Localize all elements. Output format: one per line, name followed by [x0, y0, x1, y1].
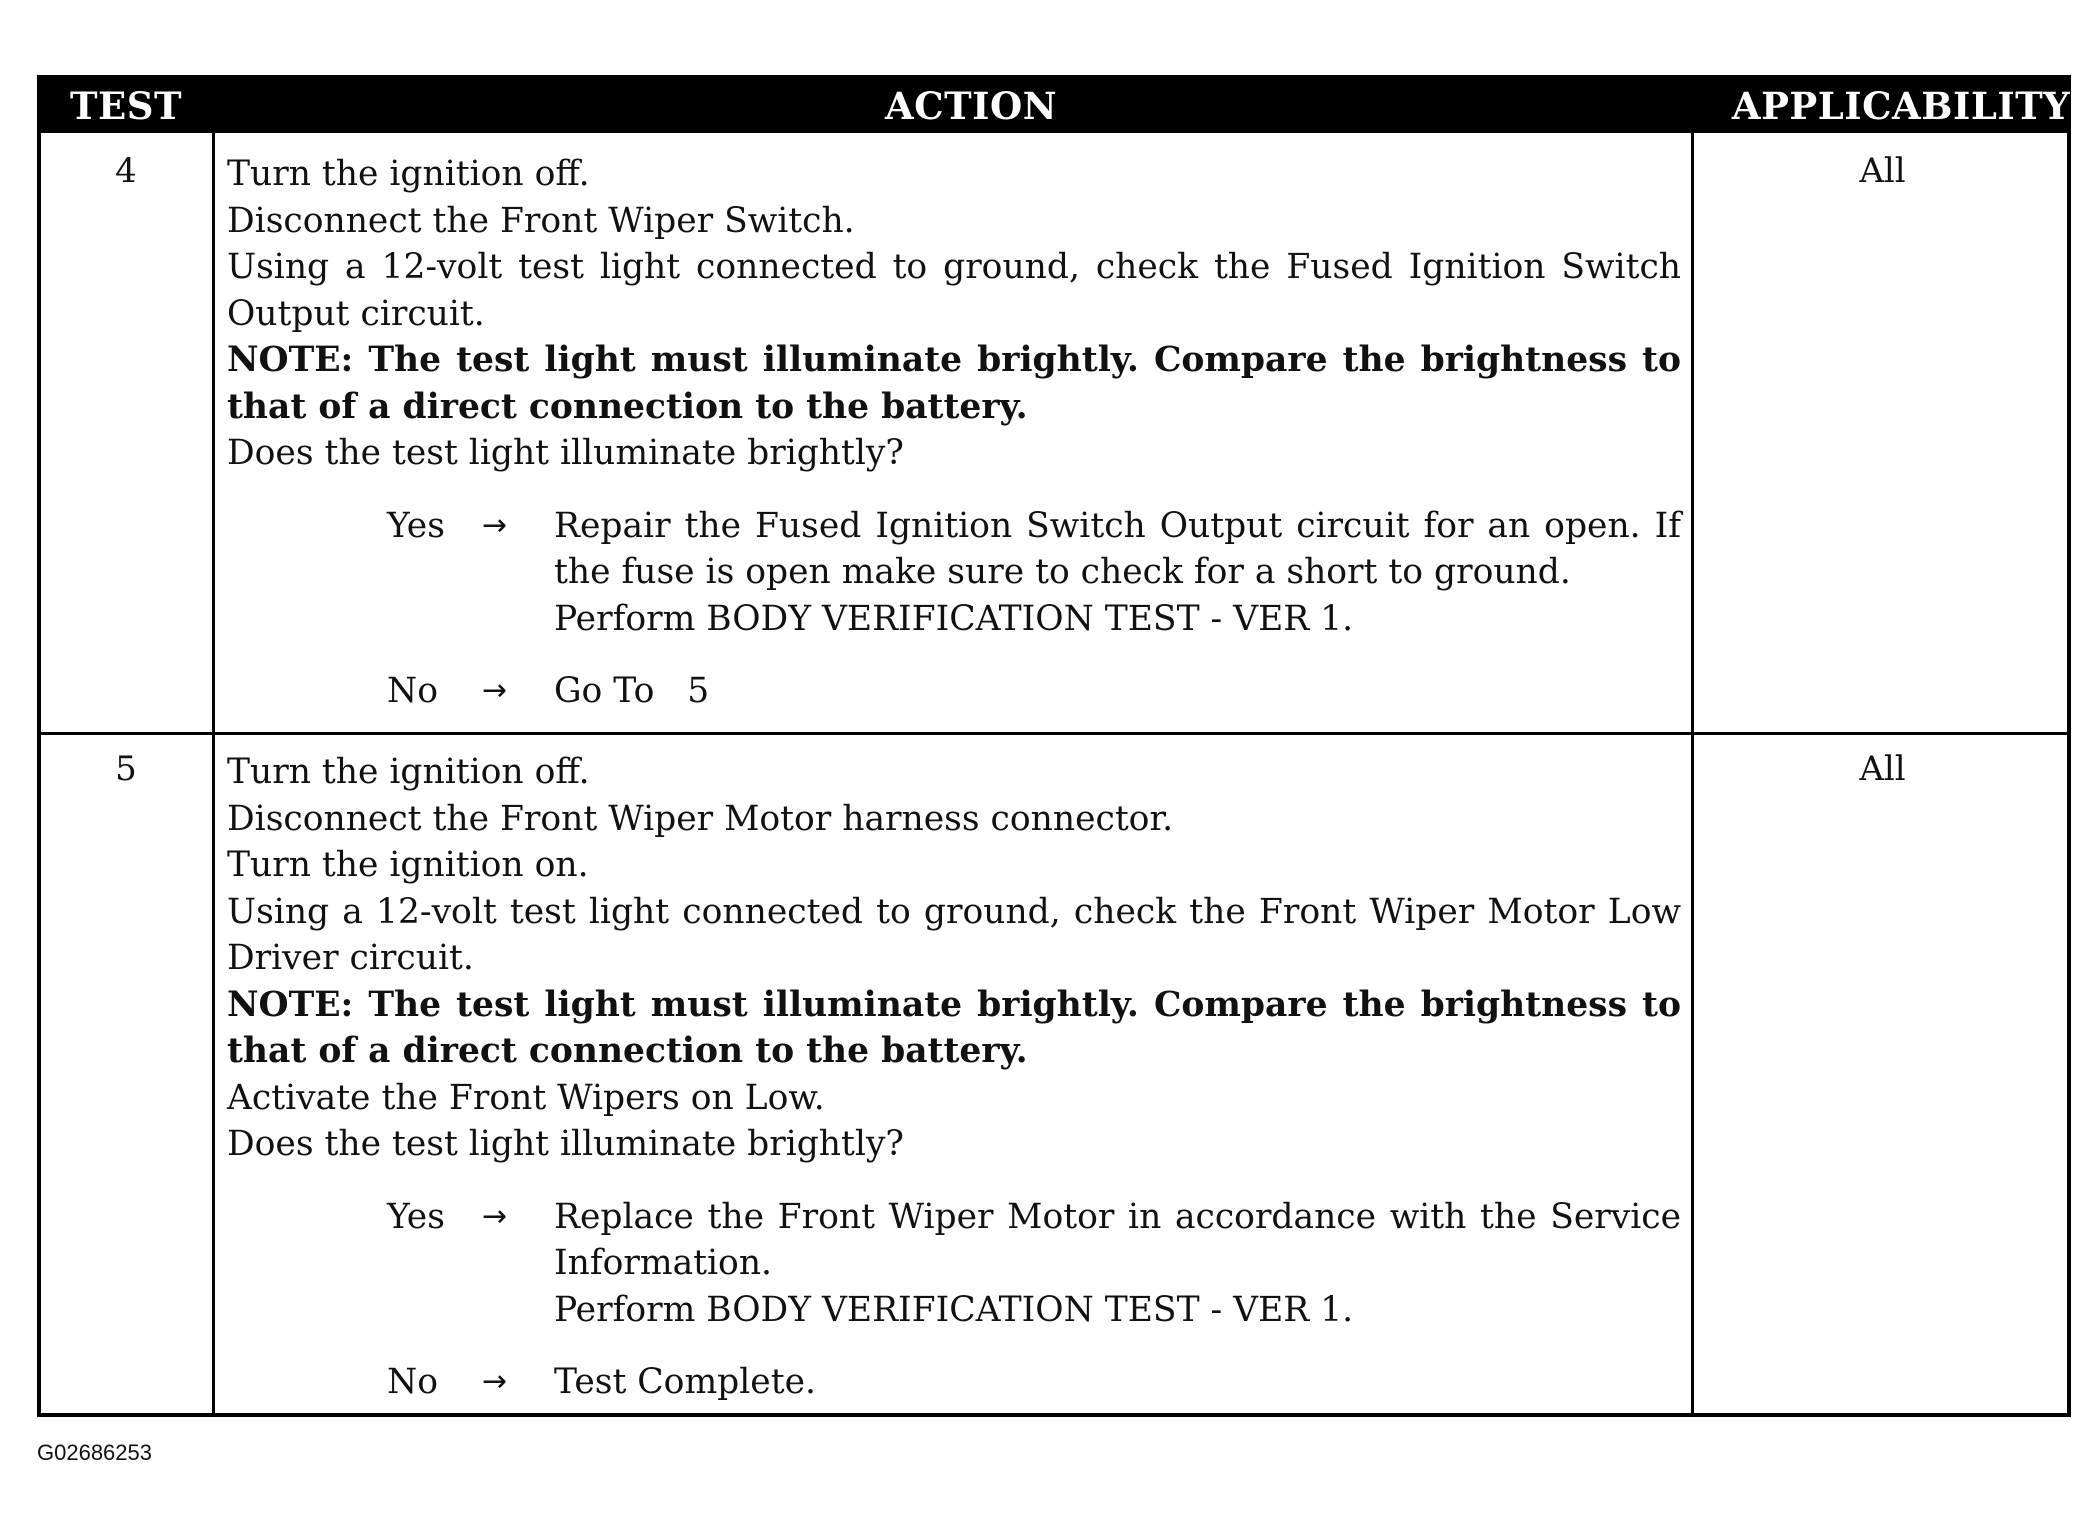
yes-text-2: Perform BODY VERIFICATION TEST - VER 1. [554, 1289, 1354, 1330]
yes-result [387, 1194, 1681, 1334]
yes-text: Replace the Front Wiper Motor in accordance with the Service Information. [554, 1196, 1681, 1283]
no-text: Test Complete. [554, 1362, 816, 1402]
no-label: No [387, 1362, 438, 1402]
no-label: No [387, 671, 438, 711]
step-text: Turn the ignition off. [227, 154, 590, 194]
no-text: Go To 5 [554, 671, 710, 711]
step-text: Using a 12-volt test light connected to ground, check the Fused Ignition Switch Output circuit. [227, 247, 1681, 334]
no-result [387, 668, 1681, 715]
no-result [387, 1359, 1681, 1406]
question-text: Does the test light illuminate brightly? [227, 1124, 904, 1164]
step-text: Disconnect the Front Wiper Motor harness connector. [227, 798, 1174, 839]
applicability-value: All [1859, 151, 1906, 191]
header-test: TEST [70, 84, 182, 128]
applicability-value: All [1859, 749, 1906, 789]
right-arrow-icon: → [482, 673, 508, 708]
note-text: NOTE: The test light must illuminate brightly. Compare the brightness to that of a direct connection to the battery. [227, 984, 1681, 1071]
right-arrow-icon: → [482, 1198, 508, 1234]
test-number: 5 [115, 749, 137, 789]
step-text: Activate the Front Wipers on Low. [227, 1077, 825, 1118]
action-cell [227, 749, 1681, 1406]
yes-text-2: Perform BODY VERIFICATION TEST - VER 1. [554, 598, 1354, 639]
table-header-row [41, 79, 2071, 133]
yes-text: Repair the Fused Ignition Switch Output circuit for an open. If the fuse is open make sure to check for a short to ground. [554, 505, 1681, 592]
header-applicability: APPLICABILITY [1731, 84, 2071, 128]
note-text: NOTE: The test light must illuminate brightly. Compare the brightness to that of a direct connection to the battery. [227, 340, 1681, 427]
yes-label: Yes [387, 1196, 445, 1237]
action-cell [227, 151, 1681, 715]
figure-code: G02686253 [37, 1440, 152, 1465]
header-action: ACTION [884, 84, 1058, 128]
yes-label: Yes [387, 505, 445, 546]
step-text: Turn the ignition on. [227, 845, 589, 885]
right-arrow-icon: → [482, 1364, 508, 1399]
right-arrow-icon: → [482, 507, 508, 543]
diagnostic-test-table [37, 75, 2071, 1417]
test-number: 4 [115, 151, 137, 191]
step-text: Turn the ignition off. [227, 752, 590, 792]
yes-result [387, 503, 1681, 643]
step-text: Disconnect the Front Wiper Switch. [227, 200, 855, 241]
question-text: Does the test light illuminate brightly? [227, 433, 904, 473]
step-text: Using a 12-volt test light connected to ground, check the Front Wiper Motor Low Driver circuit. [227, 891, 1681, 978]
column-divider [212, 133, 215, 1413]
row-divider [41, 732, 2067, 735]
